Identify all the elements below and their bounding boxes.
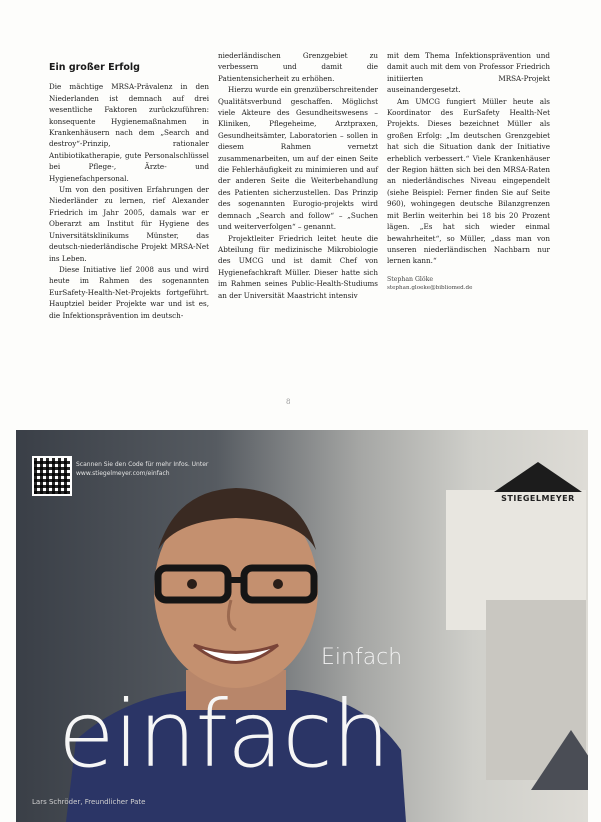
photo-caption: Lars Schröder, Freundlicher Pate [32, 798, 146, 806]
paragraph: mit dem Thema Infektionsprävention und damit auch mit dem von Professor Friedrich initiierten MRSA-Projekt auseinandergesetzt. [387, 51, 550, 95]
ad-headline-small: Einfach [321, 645, 403, 670]
paragraph: Projektleiter Friedrich leitet heute die Abteilung für medizinische Mikrobiologie des UMCG und ist damit Chef von Hygienefachkraft Müller. Dieser hatte sich im Rahmen seines Public-Health-Studiums an der Universität Maastricht intensiv [218, 233, 378, 300]
background-triangle [531, 730, 588, 790]
article-column-2 [218, 50, 378, 301]
logo-roof-icon [490, 458, 586, 492]
page-marker: 8 [286, 398, 291, 406]
brand-logo[interactable] [490, 458, 586, 510]
paragraph: niederländischen Grenzgebiet zu verbessern und damit die Patientensicherheit zu erhöhen. [218, 51, 378, 83]
author-name: Stephan Glöke [387, 275, 434, 283]
qr-code[interactable] [32, 456, 72, 496]
qr-caption: Scannen Sie den Code für mehr Infos. Unter www.stiegelmeyer.com/einfach [76, 461, 209, 477]
author-email[interactable]: stephan.gloeke@bibliomed.de [387, 284, 473, 291]
paragraph: Die mächtige MRSA-Prävalenz in den Niederlanden ist demnach auf drei wesentliche Faktoren zurückzuführen: konsequente Hygienemaßnahmen in Krankenhäusern nach dem „Search and destroy“-Prinzip, rationaler Antibiotikatherapie, gute Personalschlüssel bei Pflege-, Ärzte- und Hygienefachpersonal. [49, 82, 209, 183]
ad-headline-large: einfach [58, 681, 390, 788]
article [0, 0, 601, 410]
paragraph: Um von den positiven Erfahrungen der Niederländer zu lernen, rief Alexander Friedrich im Jahr 2005, damals war er Oberarzt am Institut für Hygiene des Universitätsklinikums Münster, das deutsch-niederländische Projekt MRSA-Net ins Leben. [49, 185, 209, 263]
article-column-3 [387, 50, 550, 293]
article-title: Ein großer Erfolg [49, 62, 140, 73]
paragraph: Am UMCG fungiert Müller heute als Koordinator des EurSafety Health-Net Projekts. Dieses bezeichnet Müller als großen Erfolg: „Im deutschen Grenzgebiet hat sich die Situation dank der Initiative erheblich verbessert.“ Viele Krankenhäuser der Region hätten sich bei den MRSA-Raten an niederländisches Niveau eingependelt (siehe Beispiel: Ferner finden Sie auf Seite 960), wohingegen deutsche Bilanzgrenzen mit Berlin weiterhin bei 18 bis 20 Prozent lägen. „Es hat sich wieder einmal bewahrheitet“, so Müller, „dass man von unseren niederländischen Nachbarn nur lernen kann.“ [387, 96, 550, 266]
paragraph: Hierzu wurde ein grenzüberschreitender Qualitätsverbund geschaffen. Möglichst viele Akteure des Gesundheitswesens – Kliniken, Pflegeheime, Arztpraxen, Gesundheitsämter, Laboratorien – sollen in diesem Rahmen vernetzt zusammenarbeiten, um auf der einen Seite die Fehlerhäufigkeit zu minimieren und auf der anderen Seite die Weiterbehandlung des Patienten sicherzustellen. Das Prinzip des sogenannten Eurogio-projekts wird demnach „Search and follow“ – „Suchen und weiterverfolgen“ – genannt. [218, 85, 378, 232]
author-block [387, 275, 550, 293]
paragraph: Diese Initiative lief 2008 aus und wird heute im Rahmen des sogenannten EurSafety-Health-Net-Projekts fortgeführt. Hauptziel beider Projekte war und ist es, die Infektionsprävention im deutsch- [49, 264, 209, 320]
advertisement[interactable] [16, 430, 588, 822]
brand-name: STIEGELMEYER [501, 494, 575, 503]
article-column-1 [49, 62, 209, 321]
